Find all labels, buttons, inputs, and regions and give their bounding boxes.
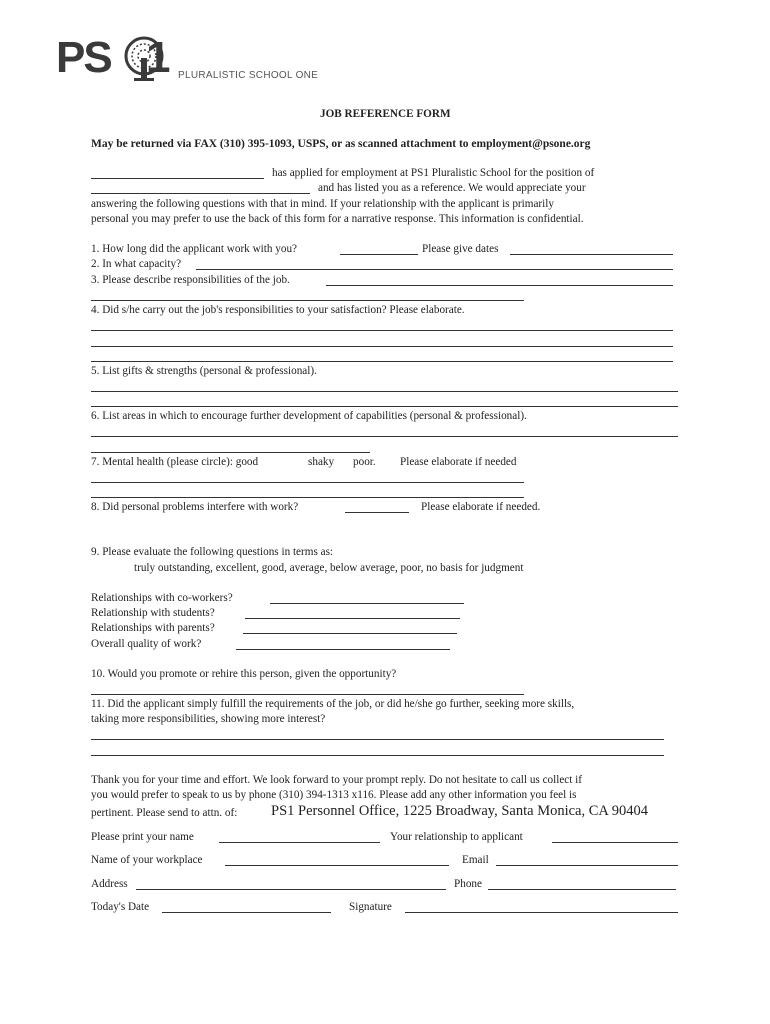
rel-students-label: Relationship with students? xyxy=(91,607,215,619)
q7-line-2[interactable] xyxy=(91,497,524,498)
q8-answer-line[interactable] xyxy=(345,512,409,513)
workplace-line[interactable] xyxy=(225,865,449,866)
question-6: 6. List areas in which to encourage further development of capabilities (personal & professional). xyxy=(91,410,527,422)
applicant-name-line[interactable] xyxy=(91,178,264,179)
thanks-line-2: you would prefer to speak to us by phone (310) 394-1313 x116. Please add any other information you feel is xyxy=(91,789,577,801)
question-1: 1. How long did the applicant work with you? xyxy=(91,243,298,255)
work-quality-label: Overall quality of work? xyxy=(91,638,202,650)
question-7: 7. Mental health (please circle): good xyxy=(91,456,259,468)
work-quality-line[interactable] xyxy=(236,649,450,650)
q3-line-1[interactable] xyxy=(326,285,673,286)
q5-line-2[interactable] xyxy=(91,406,678,407)
thanks-line-1: Thank you for your time and effort. We look forward to your prompt reply. Do not hesitate to call us collect if xyxy=(91,774,583,786)
logo xyxy=(56,33,319,84)
question-5: 5. List gifts & strengths (personal & professional). xyxy=(91,365,317,377)
intro-line-3: answering the following questions with that in mind. If your relationship with the applicant is primarily xyxy=(91,198,554,210)
question-4: 4. Did s/he carry out the job's responsibilities to your satisfaction? Please elaborate. xyxy=(91,304,465,316)
q6-line-2[interactable] xyxy=(91,452,370,453)
question-3: 3. Please describe responsibilities of the job. xyxy=(91,274,290,286)
q9-rating-scale: truly outstanding, excellent, good, average, below average, poor, no basis for judgment xyxy=(134,562,524,574)
thanks-line-3: pertinent. Please send to attn. of: xyxy=(91,807,238,819)
signature-line[interactable] xyxy=(405,912,678,913)
intro-line-4: personal you may prefer to use the back of this form for a narrative response. This information is confidential. xyxy=(91,213,584,225)
q7-option-poor[interactable]: poor. xyxy=(353,456,376,468)
q11-line-1[interactable] xyxy=(91,739,664,740)
mailing-address: PS1 Personnel Office, 1225 Broadway, Santa Monica, CA 90404 xyxy=(271,803,648,819)
relationship-label: Your relationship to applicant xyxy=(390,831,523,843)
q7-line-1[interactable] xyxy=(91,482,524,483)
q2-line[interactable] xyxy=(196,269,673,270)
q1-dates-line[interactable] xyxy=(510,254,673,255)
q6-line-1[interactable] xyxy=(91,436,678,437)
print-name-line[interactable] xyxy=(219,842,380,843)
q3-line-2[interactable] xyxy=(91,300,524,301)
return-instructions: May be returned via FAX (310) 395-1093, USPS, or as scanned attachment to employment@psone.org xyxy=(91,138,591,150)
form-title: JOB REFERENCE FORM xyxy=(320,108,451,120)
logo-school-name: PLURALISTIC SCHOOL ONE xyxy=(178,70,319,81)
date-line[interactable] xyxy=(162,912,331,913)
question-1-dates: Please give dates xyxy=(422,243,499,255)
rel-coworkers-line[interactable] xyxy=(270,603,464,604)
address-label: Address xyxy=(91,878,128,890)
intro-line-2: and has listed you as a reference. We would appreciate your xyxy=(318,182,586,194)
signature-label: Signature xyxy=(349,901,392,913)
rel-students-line[interactable] xyxy=(245,618,460,619)
intro-line-1: has applied for employment at PS1 Pluralistic School for the position of xyxy=(272,167,595,179)
logo-one: 1 xyxy=(146,33,171,82)
question-7-elaborate: Please elaborate if needed xyxy=(400,456,517,468)
q5-line-1[interactable] xyxy=(91,391,678,392)
question-9: 9. Please evaluate the following questions in terms as: xyxy=(91,546,334,558)
print-name-label: Please print your name xyxy=(91,831,194,843)
phone-label: Phone xyxy=(454,878,482,890)
phone-line[interactable] xyxy=(488,889,676,890)
q7-option-shaky[interactable]: shaky xyxy=(308,456,335,468)
q11-line-2[interactable] xyxy=(91,755,664,756)
email-label: Email xyxy=(462,854,489,866)
rel-coworkers-label: Relationships with co-workers? xyxy=(91,592,233,604)
rel-parents-label: Relationships with parents? xyxy=(91,622,215,634)
question-10: 10. Would you promote or rehire this person, given the opportunity? xyxy=(91,668,397,680)
workplace-label: Name of your workplace xyxy=(91,854,203,866)
date-label: Today's Date xyxy=(91,901,150,913)
rel-parents-line[interactable] xyxy=(243,633,457,634)
relationship-line[interactable] xyxy=(552,842,678,843)
email-line[interactable] xyxy=(496,865,678,866)
q4-line-2[interactable] xyxy=(91,346,673,347)
question-11-line-1: 11. Did the applicant simply fulfill the requirements of the job, or did he/she go further, seeking more skills, xyxy=(91,698,575,710)
q10-line[interactable] xyxy=(91,694,524,695)
q4-line-1[interactable] xyxy=(91,330,673,331)
address-line[interactable] xyxy=(136,889,446,890)
question-8: 8. Did personal problems interfere with work? xyxy=(91,501,299,513)
logo-ps: PS xyxy=(56,33,111,82)
question-11-line-2: taking more responsibilities, showing more interest? xyxy=(91,713,326,725)
q1-duration-line[interactable] xyxy=(340,254,418,255)
question-8-elaborate: Please elaborate if needed. xyxy=(421,501,541,513)
position-line[interactable] xyxy=(91,193,310,194)
question-2: 2. In what capacity? xyxy=(91,258,182,270)
q4-line-3[interactable] xyxy=(91,361,673,362)
